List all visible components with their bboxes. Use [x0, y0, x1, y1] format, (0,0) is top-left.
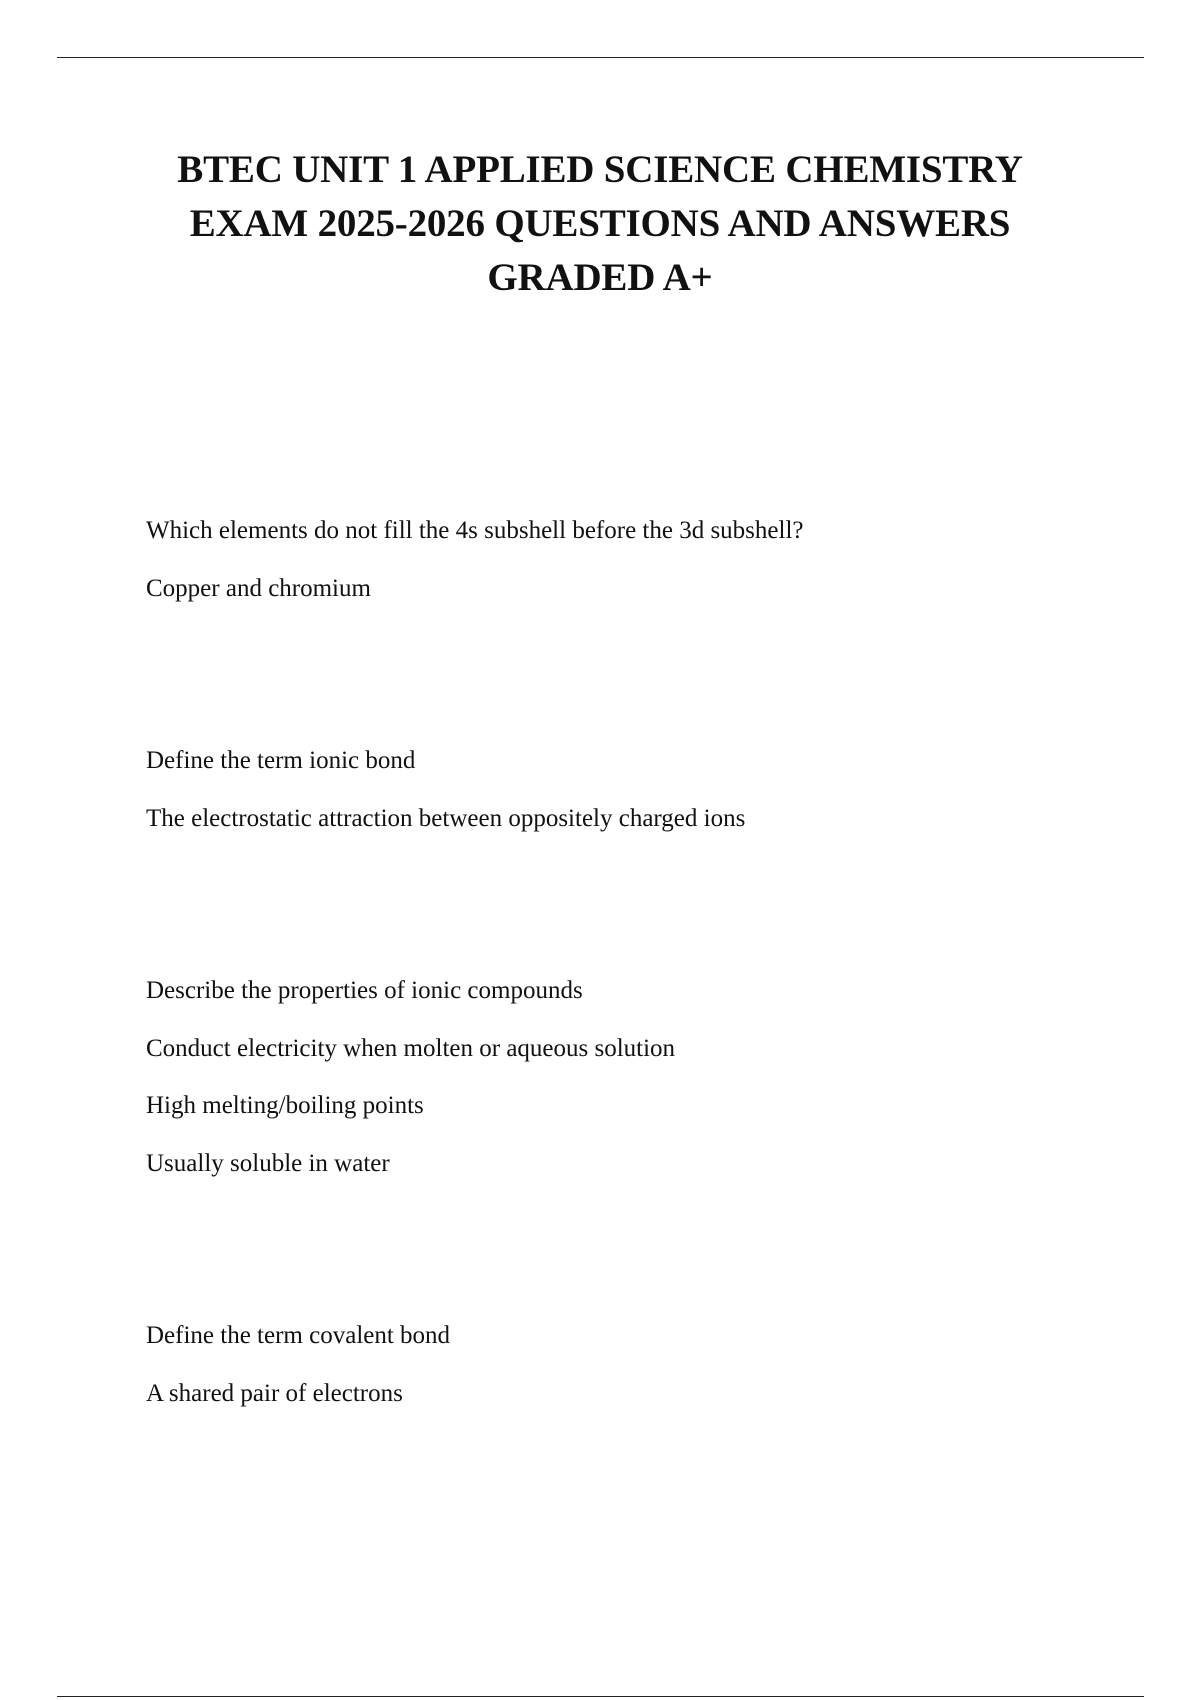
title-line: BTEC UNIT 1 APPLIED SCIENCE CHEMISTRY	[177, 148, 1023, 191]
question-text: Define the term covalent bond	[146, 1322, 451, 1349]
question-text: Which elements do not fill the 4s subshell before the 3d subshell?	[146, 517, 804, 544]
answer-text: Conduct electricity when molten or aqueous solution	[146, 1035, 676, 1062]
answer-text: A shared pair of electrons	[146, 1380, 403, 1407]
document-title	[140, 143, 1060, 305]
title-line: EXAM 2025-2026 QUESTIONS AND ANSWERS	[189, 202, 1011, 245]
title-line: GRADED A+	[487, 256, 713, 299]
question-text: Define the term ionic bond	[146, 747, 416, 774]
answer-text: High melting/boiling points	[146, 1092, 424, 1119]
question-text: Describe the properties of ionic compounds	[146, 977, 583, 1004]
answer-text: The electrostatic attraction between oppositely charged ions	[146, 805, 746, 832]
answer-text: Copper and chromium	[146, 575, 371, 602]
top-divider	[57, 57, 1144, 58]
answer-text: Usually soluble in water	[146, 1150, 390, 1177]
bottom-divider	[57, 1696, 1144, 1697]
